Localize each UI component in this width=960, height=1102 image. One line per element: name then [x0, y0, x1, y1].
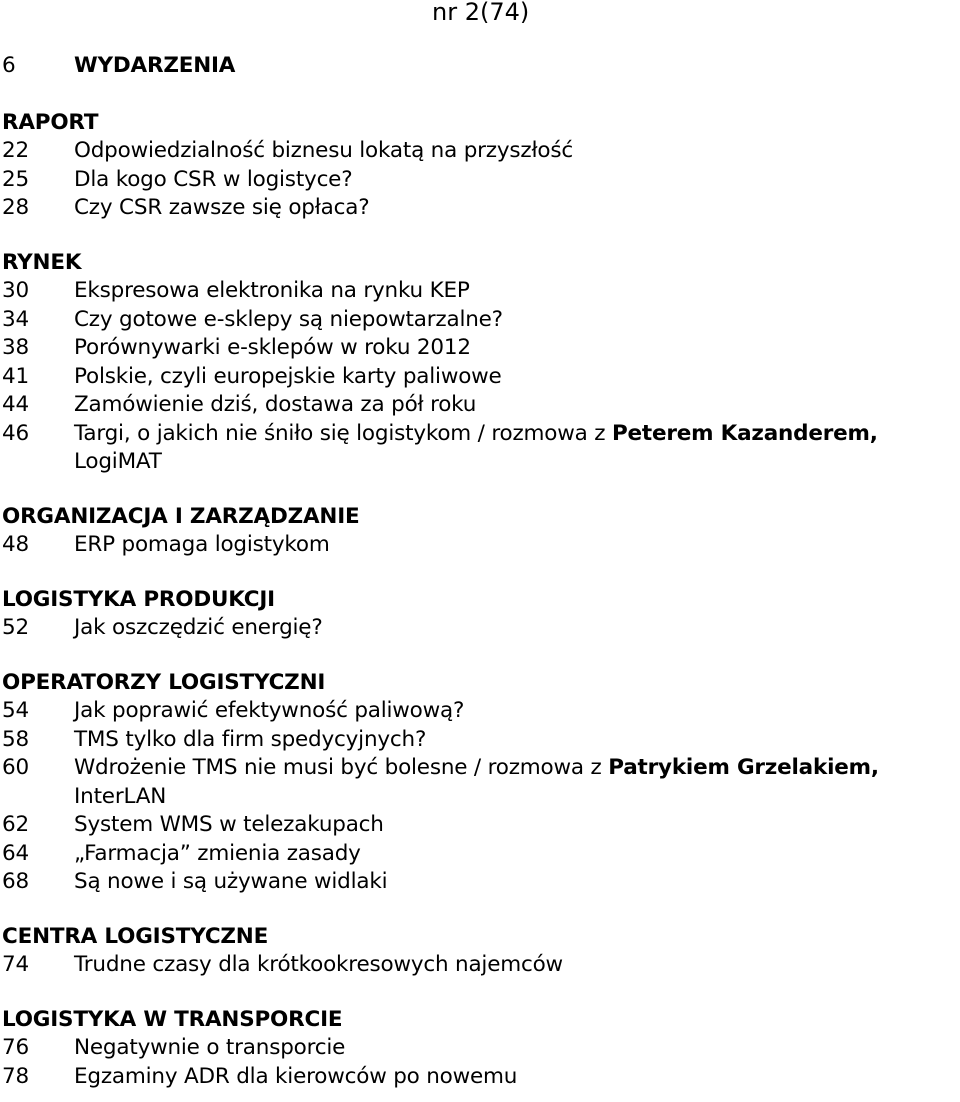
section-transport	[2, 1006, 957, 1092]
page-number: 6	[2, 53, 16, 78]
section-produkcja	[2, 586, 957, 643]
entry-title: Polskie, czyli europejskie karty paliwowe	[74, 363, 502, 389]
toc-entry	[2, 420, 957, 449]
issue-number: nr 2(74)	[432, 0, 530, 26]
page-number: 44	[2, 392, 29, 417]
page-number: 62	[2, 812, 29, 837]
section-centra	[2, 923, 957, 980]
page-number: 41	[2, 363, 29, 389]
entry-title: Dla kogo CSR w logistyce?	[74, 166, 353, 192]
entry-title: Czy CSR zawsze się opłaca?	[74, 195, 370, 220]
toc-entry	[2, 277, 957, 306]
section-heading: LOGISTYKA W TRANSPORCIE	[2, 1006, 343, 1032]
toc-entry	[2, 614, 957, 643]
toc-entry	[2, 334, 957, 363]
page-number: 22	[2, 138, 29, 163]
page-number: 74	[2, 952, 29, 977]
entry-continuation: LogiMAT	[74, 449, 162, 474]
toc-entry	[2, 868, 957, 897]
toc-entry	[2, 811, 957, 840]
entry-title: Targi, o jakich nie śniło się logistykom / rozmowa z	[74, 420, 612, 446]
entry-title: Egzaminy ADR dla kierowców po nowemu	[74, 1063, 518, 1089]
page-number: 54	[2, 698, 29, 723]
page-number: 58	[2, 726, 29, 752]
page-number: 60	[2, 755, 29, 780]
toc-entry	[2, 531, 957, 560]
toc-intro	[2, 52, 957, 81]
section-heading: RYNEK	[2, 249, 82, 275]
section-heading: LOGISTYKA PRODUKCJI	[2, 586, 275, 612]
section-heading: CENTRA LOGISTYCZNE	[2, 923, 269, 949]
page-number: 34	[2, 306, 29, 332]
entry-title: TMS tylko dla firm spedycyjnych?	[74, 726, 427, 752]
page-number: 52	[2, 615, 29, 640]
toc-entry	[2, 166, 957, 195]
section-operatorzy	[2, 669, 957, 897]
toc-entry	[2, 363, 957, 392]
section-organizacja	[2, 503, 957, 560]
entry-title: Ekspresowa elektronika na rynku KEP	[74, 278, 470, 303]
toc-entry	[2, 697, 957, 726]
page-number: 48	[2, 532, 29, 557]
entry-title: Odpowiedzialność biznesu lokatą na przyszłość	[74, 138, 573, 163]
toc-entry	[2, 1063, 957, 1092]
entry-continuation: InterLAN	[74, 783, 167, 809]
toc-entry	[2, 194, 957, 223]
page-number: 38	[2, 335, 29, 360]
toc-entry	[2, 754, 957, 783]
toc-entry	[2, 306, 957, 335]
page-number: 28	[2, 195, 29, 220]
section-heading: OPERATORZY LOGISTYCZNI	[2, 669, 326, 695]
entry-title: Jak poprawić efektywność paliwową?	[74, 698, 465, 723]
table-of-contents	[2, 52, 957, 1091]
section-heading: ORGANIZACJA I ZARZĄDZANIE	[2, 503, 360, 529]
interviewee-name: Peterem Kazanderem,	[611, 420, 878, 446]
toc-entry	[2, 137, 957, 166]
entry-title: „Farmacja” zmienia zasady	[74, 840, 361, 866]
toc-entry	[2, 1034, 957, 1063]
entry-title: Zamówienie dziś, dostawa za pół roku	[74, 392, 477, 417]
entry-title: Czy gotowe e-sklepy są niepowtarzalne?	[74, 306, 503, 332]
page-number: 64	[2, 840, 29, 866]
entry-title: System WMS w telezakupach	[74, 812, 384, 837]
entry-title: Trudne czasy dla krótkookresowych najemców	[74, 952, 563, 977]
entry-title: Jak oszczędzić energię?	[74, 615, 323, 640]
toc-entry	[2, 391, 957, 420]
entry-title: Wdrożenie TMS nie musi być bolesne / rozmowa z	[74, 755, 609, 780]
entry-title: Są nowe i są używane widlaki	[74, 869, 388, 894]
section-heading: RAPORT	[2, 109, 99, 135]
interviewee-name: Patrykiem Grzelakiem,	[608, 755, 879, 780]
toc-entry	[2, 951, 957, 980]
page-number: 30	[2, 278, 29, 303]
section-title: WYDARZENIA	[74, 53, 236, 78]
page-number: 76	[2, 1035, 29, 1060]
page-number: 46	[2, 420, 29, 446]
toc-entry	[2, 840, 957, 869]
page-number: 25	[2, 166, 29, 192]
page-number: 78	[2, 1063, 29, 1089]
entry-title: ERP pomaga logistykom	[74, 532, 330, 557]
toc-entry	[2, 726, 957, 755]
entry-title: Negatywnie o transporcie	[74, 1035, 346, 1060]
entry-title: Porównywarki e-sklepów w roku 2012	[74, 335, 471, 360]
page-number: 68	[2, 869, 29, 894]
section-raport	[2, 109, 957, 223]
section-rynek	[2, 249, 957, 477]
